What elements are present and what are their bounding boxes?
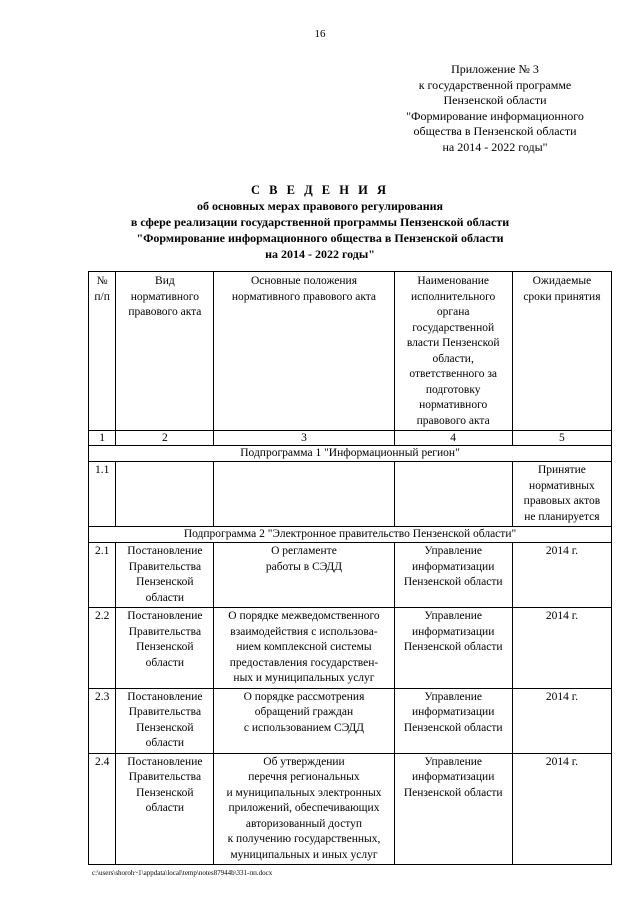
heading-line: в сфере реализации государственной программы Пензенской области (130, 215, 510, 229)
row-act-type (116, 462, 214, 527)
column-number: 3 (214, 431, 394, 446)
subprogram-row (89, 446, 612, 462)
row-term: 2014 г. (512, 543, 611, 608)
appendix-line: общества в Пензенской области (413, 124, 577, 138)
document-title: С В Е Д Е Н И Я (251, 183, 389, 197)
header-cell-agency: Наименование исполнительного органа государственной власти Пензенской области, ответственного за подготовку нормативного правового акта (394, 272, 512, 431)
row-act-type: Постановление Правительства Пензенской области (116, 543, 214, 608)
row-term: Принятие нормативных правовых актов не планируется (512, 462, 611, 527)
header-cell-number: № п/п (89, 272, 116, 431)
table-row (89, 608, 612, 689)
row-act-type: Постановление Правительства Пензенской области (116, 608, 214, 689)
table-row (89, 462, 612, 527)
row-term: 2014 г. (512, 753, 611, 865)
heading-line: на 2014 - 2022 годы" (265, 247, 375, 261)
row-term: 2014 г. (512, 688, 611, 753)
row-number: 2.4 (89, 753, 116, 865)
appendix-line: Приложение № 3 (451, 62, 539, 76)
row-number: 2.3 (89, 688, 116, 753)
row-agency (394, 462, 512, 527)
header-cell-provisions: Основные положения нормативного правового акта (214, 272, 394, 431)
table-row (89, 688, 612, 753)
table-row (89, 543, 612, 608)
appendix-line: "Формирование информационного (406, 108, 584, 123)
row-provisions: Об утверждении перечня региональных и муниципальных электронных приложений, обеспечивающих авторизованный доступ к получению государственных, муниципальных и иных услуг (214, 753, 394, 865)
column-numbers-row (89, 431, 612, 446)
appendix-block (380, 62, 610, 155)
column-number: 5 (512, 431, 611, 446)
row-agency: Управление информатизации Пензенской области (394, 688, 512, 753)
page-number: 16 (314, 28, 326, 40)
row-agency: Управление информатизации Пензенской области (394, 608, 512, 689)
row-act-type: Постановление Правительства Пензенской области (116, 688, 214, 753)
header-cell-terms: Ожидаемые сроки принятия (512, 272, 611, 431)
header-cell-act-type: Вид нормативного правового акта (116, 272, 214, 431)
row-number: 2.1 (89, 543, 116, 608)
appendix-line: Пензенской области (443, 93, 547, 107)
subprogram-row (89, 527, 612, 543)
row-agency: Управление информатизации Пензенской области (394, 543, 512, 608)
table-row (89, 753, 612, 865)
row-agency: Управление информатизации Пензенской области (394, 753, 512, 865)
appendix-line: к государственной программе (418, 77, 572, 92)
row-act-type: Постановление Правительства Пензенской области (116, 753, 214, 865)
column-number: 1 (89, 431, 116, 446)
row-number: 2.2 (89, 608, 116, 689)
row-provisions: О порядке рассмотрения обращений граждан с использованием СЭДД (214, 688, 394, 753)
row-provisions (214, 462, 394, 527)
row-number: 1.1 (89, 462, 116, 527)
subprogram-1-title: Подпрограмма 1 "Информационный регион" (89, 446, 612, 462)
heading-line: об основных мерах правового регулирования (196, 199, 444, 213)
measures-table (88, 271, 612, 865)
file-path-footer: c:\users\shoroh~1\appdata\local\temp\notes87944b\331-пп.docx (92, 869, 273, 877)
row-provisions: О порядке межведомственного взаимодействия с использова- нием комплексной системы предоставления государствен- ных и муниципальных услуг (214, 608, 394, 689)
row-provisions: О регламенте работы в СЭДД (214, 543, 394, 608)
subprogram-2-title: Подпрограмма 2 "Электронное правительство Пензенской области" (89, 527, 612, 543)
column-number: 2 (116, 431, 214, 446)
heading-line: "Формирование информационного общества в Пензенской области (136, 231, 504, 245)
table-header-row (89, 272, 612, 431)
appendix-line: на 2014 - 2022 годы" (442, 139, 548, 154)
document-heading (80, 182, 560, 262)
column-number: 4 (394, 431, 512, 446)
row-term: 2014 г. (512, 608, 611, 689)
